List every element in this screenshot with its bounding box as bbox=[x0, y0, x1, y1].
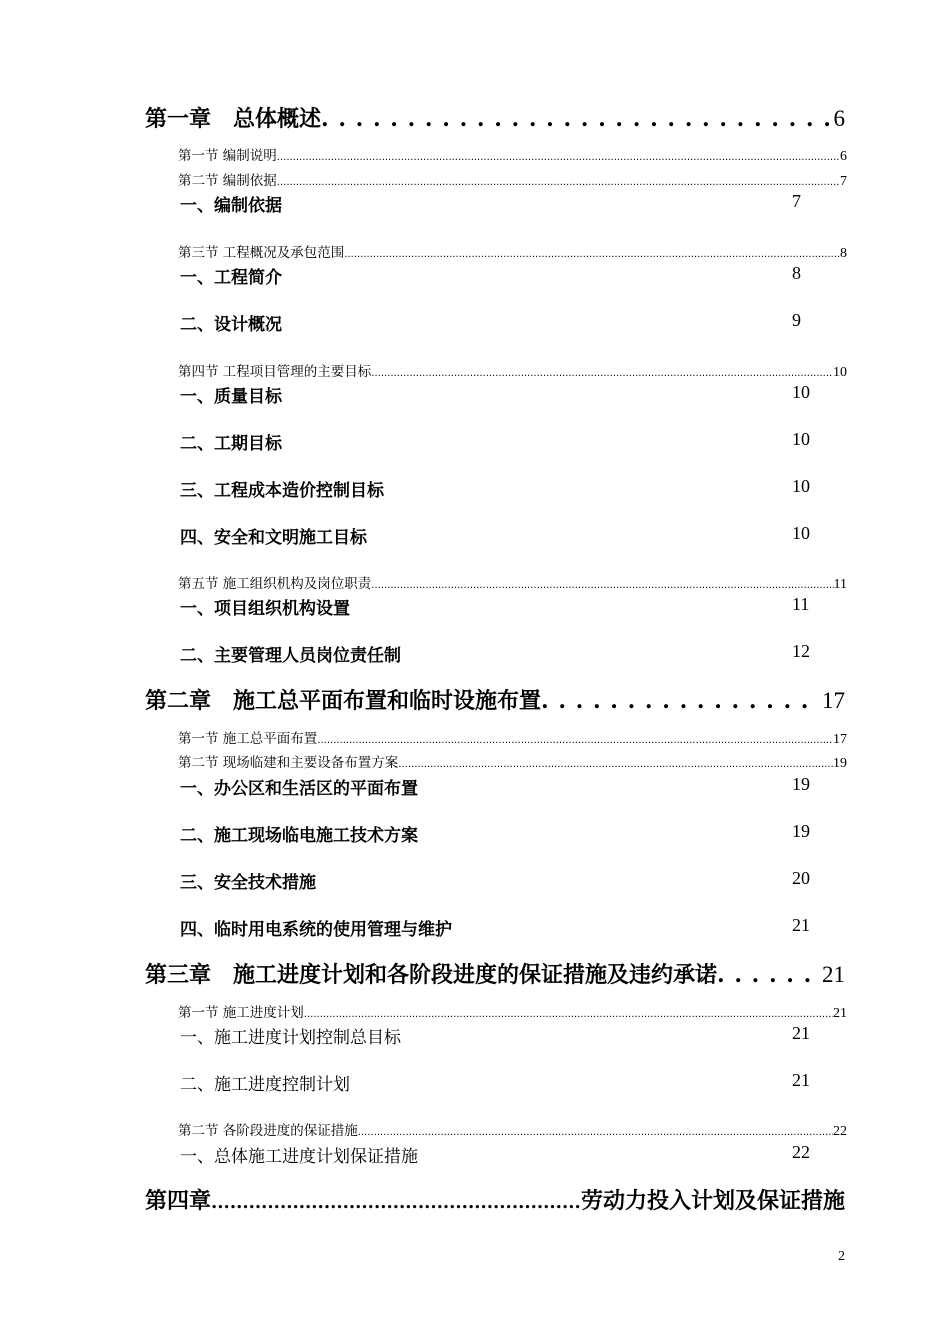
toc-title: 第三节 工程概况及承包范围 bbox=[178, 245, 345, 261]
toc-page: 11 bbox=[792, 594, 810, 614]
toc-title: 第三章 施工进度计划和各阶段进度的保证措施及违约承诺 bbox=[145, 962, 718, 988]
toc-chapter-4[interactable] bbox=[145, 1184, 845, 1215]
toc-page: 8 bbox=[840, 246, 847, 261]
toc-page: 9 bbox=[792, 310, 801, 330]
toc-leader bbox=[541, 688, 820, 714]
toc-title: 第一章 总体概述 bbox=[145, 106, 322, 132]
toc-page: 21 bbox=[792, 915, 810, 935]
toc-title: 一、质量目标 bbox=[180, 387, 282, 407]
toc-leader bbox=[317, 731, 833, 747]
toc-page: 21 bbox=[833, 1006, 847, 1021]
toc-leader bbox=[277, 173, 840, 189]
toc-section[interactable] bbox=[178, 1119, 847, 1140]
toc-title: 第二节 现场临建和主要设备布置方案 bbox=[178, 755, 399, 771]
toc-item[interactable] bbox=[180, 868, 820, 893]
toc-item[interactable] bbox=[180, 1142, 820, 1167]
toc-title: 第二节 编制依据 bbox=[178, 173, 277, 189]
toc-chapter-2[interactable] bbox=[145, 684, 845, 715]
toc-leader bbox=[358, 1123, 833, 1139]
toc-section[interactable] bbox=[178, 1001, 847, 1022]
toc-title: 第一节 编制说明 bbox=[178, 148, 277, 164]
toc-title: 三、工程成本造价控制目标 bbox=[180, 481, 384, 501]
toc-item[interactable] bbox=[180, 1023, 820, 1048]
toc-title: 三、安全技术措施 bbox=[180, 873, 316, 893]
toc-page: 6 bbox=[833, 106, 845, 131]
toc-page: 8 bbox=[792, 263, 801, 283]
toc-page: 7 bbox=[792, 191, 801, 211]
page-number: 2 bbox=[838, 1249, 845, 1264]
toc-section[interactable] bbox=[178, 144, 847, 165]
toc-title: 第四节 工程项目管理的主要目标 bbox=[178, 364, 372, 380]
toc-title: 第五节 施工组织机构及岗位职责 bbox=[178, 576, 372, 592]
toc-prefix: 第四章 bbox=[145, 1188, 212, 1214]
toc-page: 10 bbox=[792, 523, 810, 543]
toc-title: 第一节 施工总平面布置 bbox=[178, 731, 318, 747]
toc-title: 二、设计概况 bbox=[180, 315, 282, 335]
toc-item[interactable] bbox=[180, 429, 820, 454]
toc-item[interactable] bbox=[180, 476, 820, 501]
toc-page: 22 bbox=[833, 1124, 847, 1139]
toc-section[interactable] bbox=[178, 241, 847, 262]
toc-page: 19 bbox=[833, 756, 847, 771]
toc-page: 10 bbox=[792, 382, 810, 402]
toc-title: 四、临时用电系统的使用管理与维护 bbox=[180, 920, 452, 940]
toc-page: 21 bbox=[792, 1070, 810, 1090]
toc-leader bbox=[398, 755, 833, 771]
toc-page: 6 bbox=[840, 149, 847, 164]
toc-title: 四、安全和文明施工目标 bbox=[180, 528, 367, 548]
toc-page: 20 bbox=[792, 868, 810, 888]
toc-title: 一、施工进度计划控制总目标 bbox=[180, 1028, 401, 1048]
toc-section[interactable] bbox=[178, 727, 847, 748]
toc-title: 二、施工进度控制计划 bbox=[180, 1075, 350, 1095]
toc-title: 第一节 施工进度计划 bbox=[178, 1005, 304, 1021]
toc-item[interactable] bbox=[180, 594, 820, 619]
toc-item[interactable] bbox=[180, 915, 820, 940]
toc-page: 17 bbox=[833, 732, 847, 747]
toc-item[interactable] bbox=[180, 821, 820, 846]
toc-leader bbox=[371, 364, 833, 380]
toc-page: 7 bbox=[840, 174, 847, 189]
toc-title: 一、工程简介 bbox=[180, 268, 282, 288]
toc-page: 17 bbox=[822, 688, 845, 713]
toc-title: 第二节 各阶段进度的保证措施 bbox=[178, 1123, 358, 1139]
toc-leader bbox=[321, 106, 831, 132]
toc-title: 二、工期目标 bbox=[180, 434, 282, 454]
toc-leader bbox=[344, 245, 840, 261]
toc-leader bbox=[717, 962, 820, 988]
toc-title: 一、总体施工进度计划保证措施 bbox=[180, 1147, 418, 1167]
toc-leader bbox=[371, 576, 833, 592]
toc-title: 二、施工现场临电施工技术方案 bbox=[180, 826, 418, 846]
toc-page: 21 bbox=[792, 1023, 810, 1043]
toc-page: 10 bbox=[792, 476, 810, 496]
toc-page: 19 bbox=[792, 821, 810, 841]
toc-chapter-1[interactable] bbox=[145, 102, 845, 133]
toc-section[interactable] bbox=[178, 169, 847, 190]
toc-item[interactable] bbox=[180, 774, 820, 799]
toc-item[interactable] bbox=[180, 523, 820, 548]
toc-title: 一、编制依据 bbox=[180, 196, 282, 216]
toc-page: 11 bbox=[833, 577, 847, 592]
toc-chapter-3[interactable] bbox=[145, 958, 845, 989]
toc-title: 劳动力投入计划及保证措施 bbox=[580, 1188, 845, 1214]
toc-title: 一、办公区和生活区的平面布置 bbox=[180, 779, 418, 799]
toc-leader bbox=[304, 1005, 833, 1021]
toc-page: 19 bbox=[792, 774, 810, 794]
toc-page: 22 bbox=[792, 1142, 810, 1162]
toc-item[interactable] bbox=[180, 382, 820, 407]
toc-title: 二、主要管理人员岗位责任制 bbox=[180, 646, 401, 666]
toc-item[interactable] bbox=[180, 310, 820, 335]
toc-section[interactable] bbox=[178, 751, 847, 772]
toc-item[interactable] bbox=[180, 191, 820, 216]
toc-page: 12 bbox=[792, 641, 810, 661]
toc-leader bbox=[277, 148, 840, 164]
toc-section[interactable] bbox=[178, 360, 847, 381]
toc-page: 10 bbox=[792, 429, 810, 449]
toc-leader bbox=[211, 1188, 581, 1214]
toc-page: 10 bbox=[833, 365, 847, 380]
toc-title: 第二章 施工总平面布置和临时设施布置 bbox=[145, 688, 542, 714]
toc-item[interactable] bbox=[180, 641, 820, 666]
toc-item[interactable] bbox=[180, 1070, 820, 1095]
toc-page: 21 bbox=[822, 962, 845, 987]
toc-section[interactable] bbox=[178, 572, 847, 593]
toc-title: 一、项目组织机构设置 bbox=[180, 599, 350, 619]
toc-item[interactable] bbox=[180, 263, 820, 288]
